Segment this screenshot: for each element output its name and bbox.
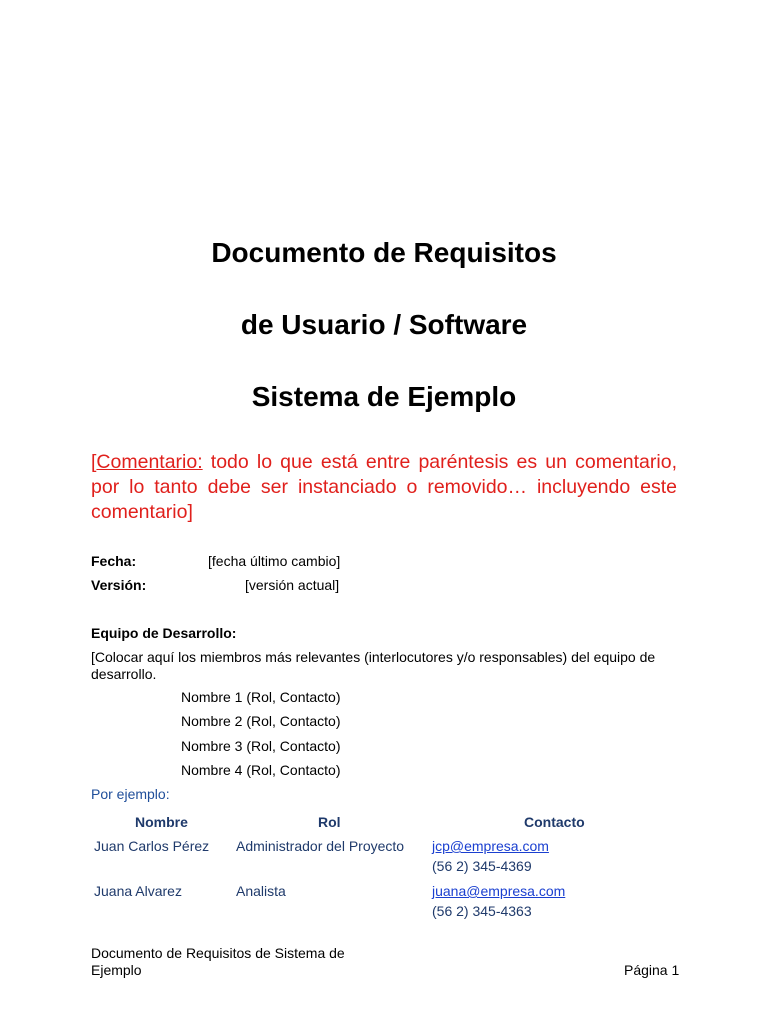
cell-contacto	[432, 881, 565, 921]
cell-rol: Administrador del Proyecto	[236, 838, 405, 854]
version-value: [versión actual]	[245, 577, 340, 593]
column-header-contacto: Contacto	[524, 814, 585, 830]
title-line-2: de Usuario / Software	[240, 309, 528, 340]
title-line-3: Sistema de Ejemplo	[251, 381, 517, 412]
cell-nombre: Juan Carlos Pérez	[94, 838, 210, 854]
phone-number: (56 2) 345-4369	[432, 858, 532, 874]
fecha-value: [fecha último cambio]	[208, 553, 341, 569]
team-member: Nombre 3 (Rol, Contacto)	[181, 738, 341, 754]
cell-contacto	[432, 836, 549, 876]
column-header-nombre: Nombre	[135, 814, 188, 830]
comment-label[interactable]: Comentario:	[96, 451, 203, 473]
cell-nombre: Juana Alvarez	[94, 883, 182, 899]
team-heading: Equipo de Desarrollo:	[91, 625, 237, 641]
footer-page-number: Página 1	[624, 962, 680, 978]
email-link[interactable]: juana@empresa.com	[432, 883, 566, 899]
email-link[interactable]: jcp@empresa.com	[432, 838, 549, 854]
team-member: Nombre 1 (Rol, Contacto)	[181, 689, 341, 705]
footer-document-title: Documento de Requisitos de Sistema de Ejemplo	[91, 945, 345, 978]
fecha-label: Fecha:	[91, 553, 137, 569]
column-header-rol: Rol	[318, 814, 341, 830]
comment-text-1: todo lo que está entre paréntesis es un comentario, por lo tanto	[91, 451, 677, 498]
team-description: [Colocar aquí los miembros más relevantes (interlocutores y/o responsables) del equipo de desarrollo.	[91, 649, 656, 682]
team-member: Nombre 4 (Rol, Contacto)	[181, 762, 341, 778]
title-line-1: Documento de Requisitos	[211, 237, 557, 268]
example-label: Por ejemplo:	[91, 786, 170, 802]
comment-paragraph	[91, 450, 677, 525]
version-label: Versión:	[91, 577, 147, 593]
cell-rol: Analista	[236, 883, 286, 899]
comment-text-2: debe ser instanciado o removido… incluyendo este comentario]	[91, 476, 678, 523]
comment-open-bracket: [	[91, 451, 97, 473]
phone-number: (56 2) 345-4363	[432, 903, 532, 919]
team-member: Nombre 2 (Rol, Contacto)	[181, 713, 341, 729]
